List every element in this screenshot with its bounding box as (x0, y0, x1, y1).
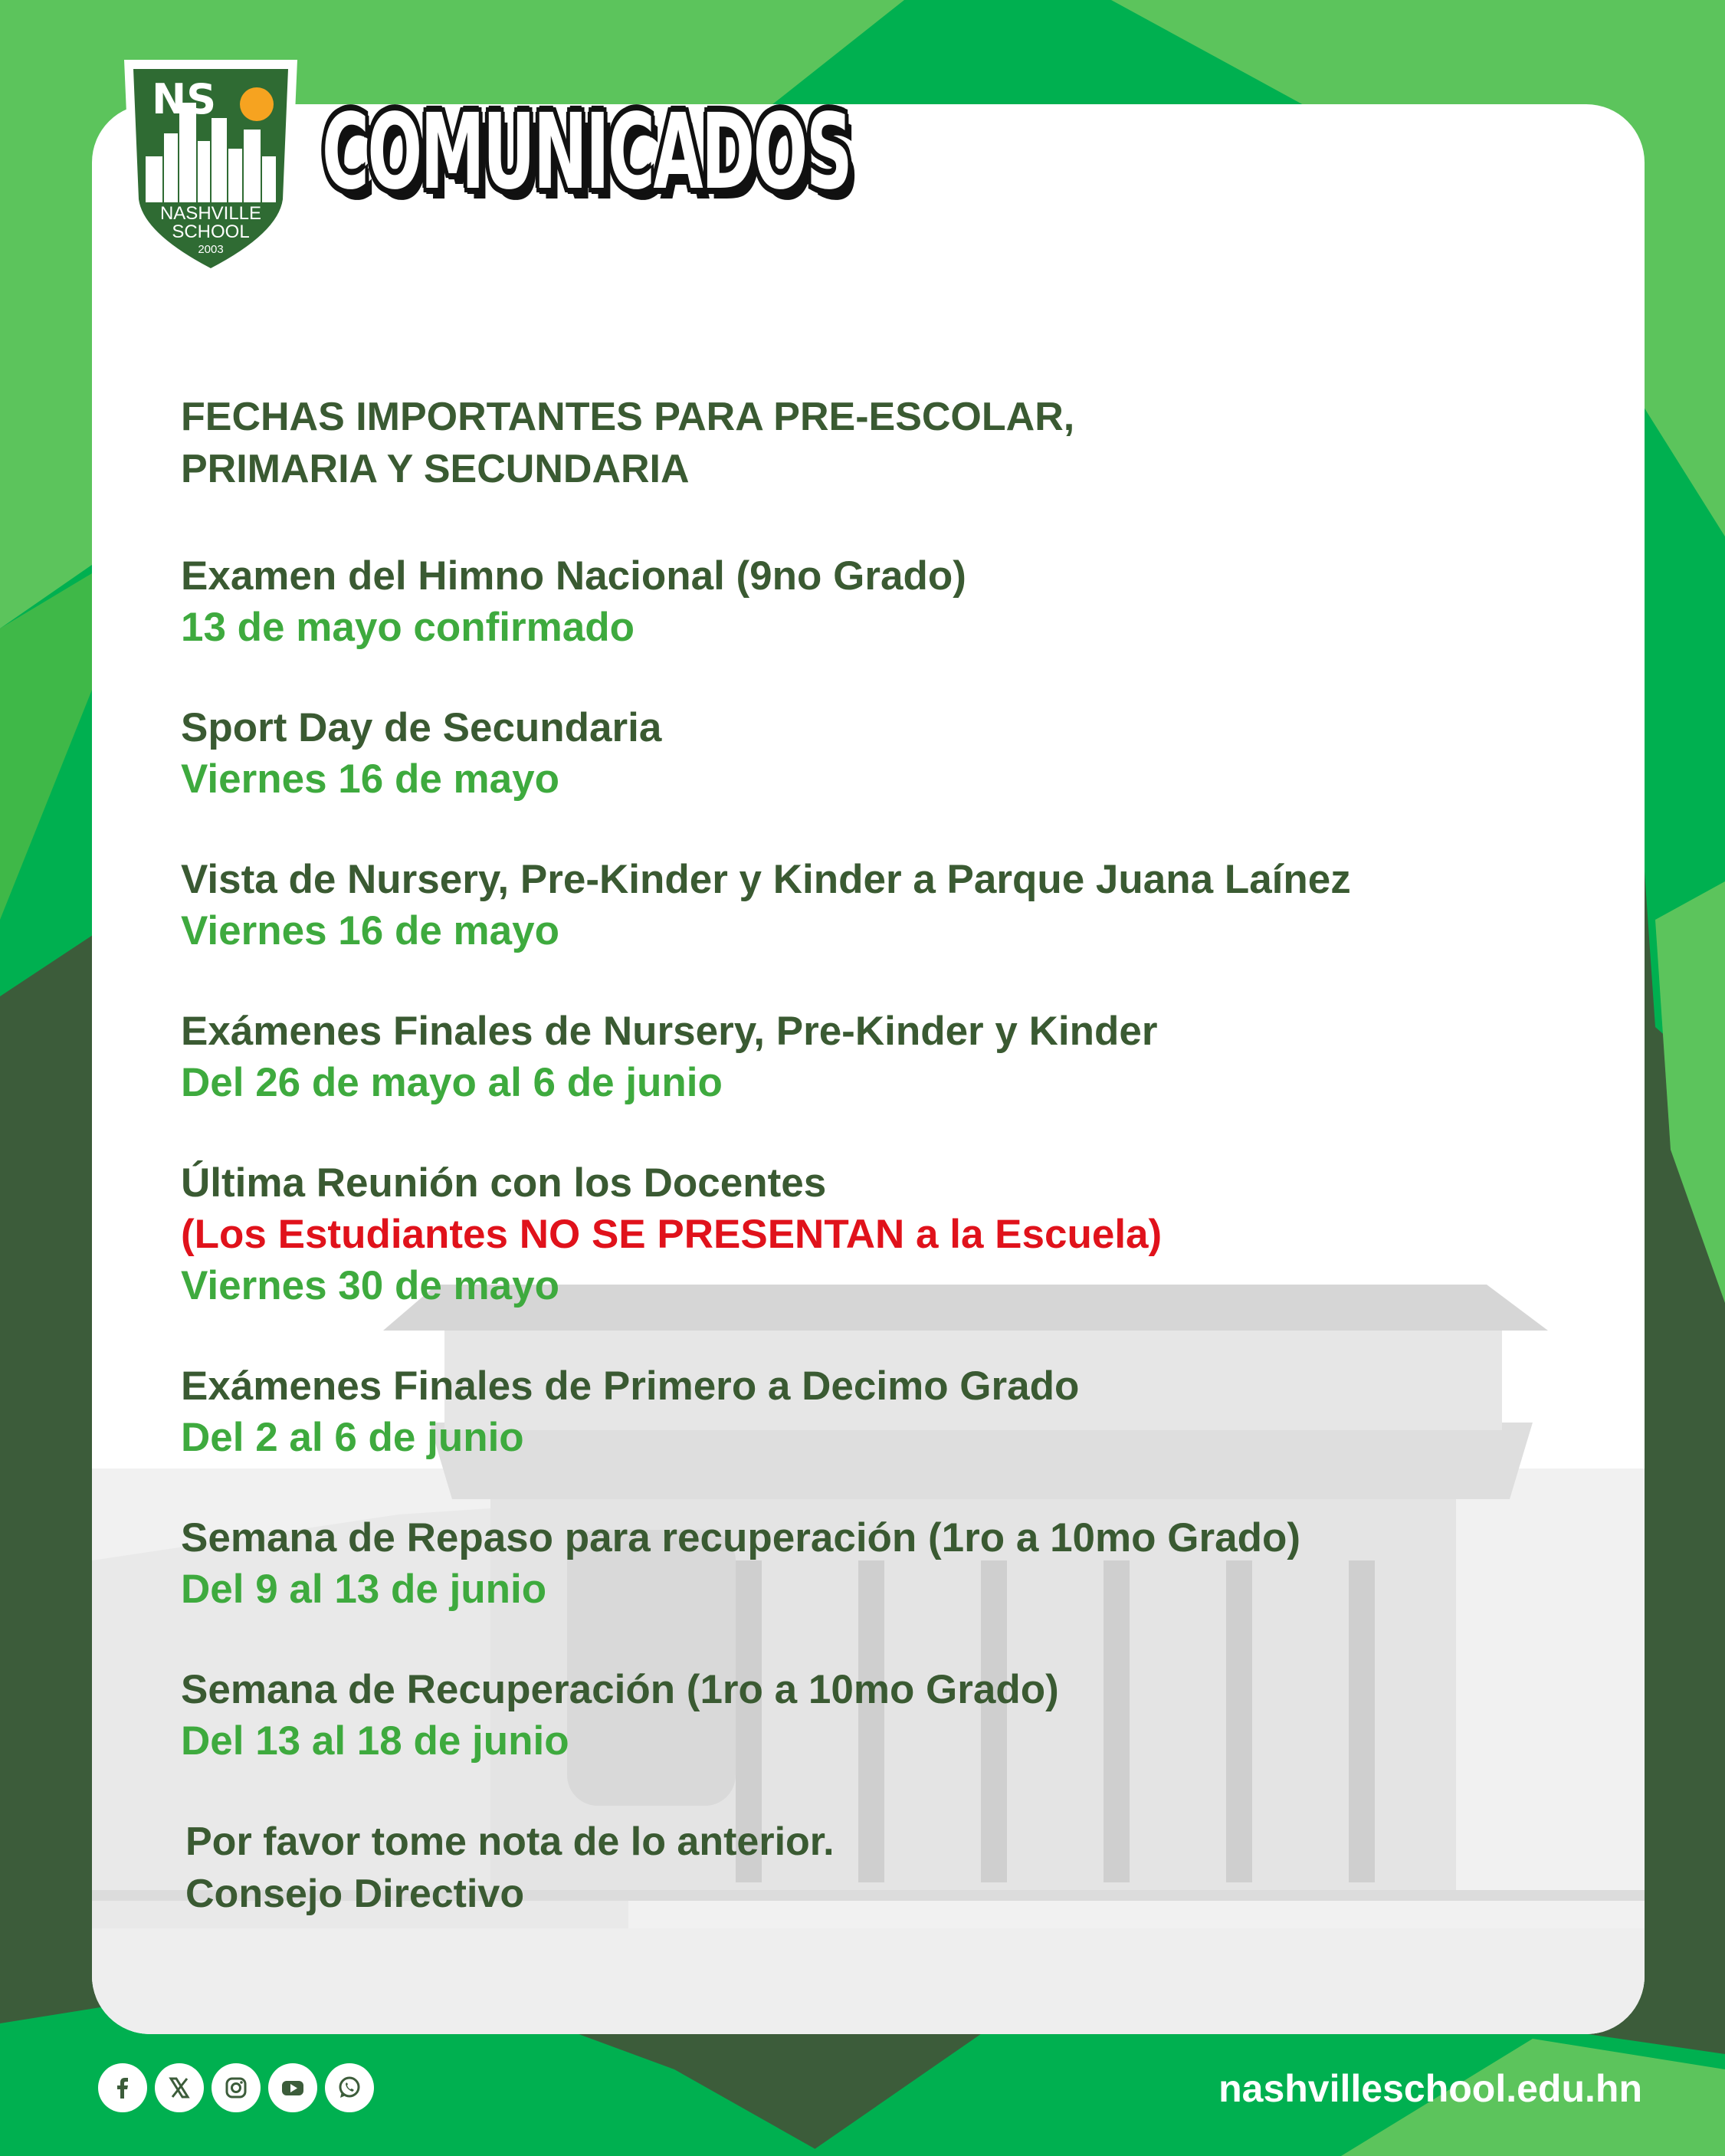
whatsapp-icon[interactable] (325, 2063, 374, 2112)
logo-monogram: NS (152, 75, 217, 123)
event-date: Viernes 16 de mayo (181, 756, 559, 802)
youtube-icon[interactable] (268, 2063, 317, 2112)
announcement-content (181, 391, 1560, 1920)
event-item (181, 702, 1560, 805)
event-title: Última Reunión con los Docentes (181, 1160, 827, 1206)
event-title: Sport Day de Secundaria (181, 705, 662, 750)
event-date: Viernes 16 de mayo (181, 908, 559, 953)
event-item (181, 1157, 1560, 1311)
event-item (181, 854, 1560, 957)
page-title: COMUNICADOS (322, 92, 851, 213)
event-warning: (Los Estudiantes NO SE PRESENTAN a la Escuela) (181, 1212, 1163, 1257)
logo-text-line-2: SCHOOL (172, 222, 250, 242)
event-date: 13 de mayo confirmado (181, 605, 635, 650)
closing-line-1: Por favor tome nota de lo anterior. (185, 1820, 835, 1864)
section-heading-line-1: FECHAS IMPORTANTES PARA PRE-ESCOLAR, (181, 395, 1075, 439)
event-date: Del 26 de mayo al 6 de junio (181, 1060, 723, 1105)
event-date: Del 2 al 6 de junio (181, 1415, 524, 1460)
instagram-icon[interactable] (212, 2063, 261, 2112)
event-title: Vista de Nursery, Pre-Kinder y Kinder a Parque Juana Laínez (181, 857, 1351, 902)
event-date: Del 9 al 13 de junio (181, 1567, 547, 1612)
section-heading-line-2: PRIMARIA Y SECUNDARIA (181, 447, 690, 491)
website-link[interactable]: nashvilleschool.edu.hn (1218, 2067, 1642, 2110)
event-date: Del 13 al 18 de junio (181, 1718, 569, 1764)
social-links (98, 2063, 374, 2114)
section-heading (181, 391, 1560, 495)
facebook-icon[interactable] (98, 2063, 147, 2112)
closing-note (185, 1816, 1560, 1920)
nashville-school-logo (115, 49, 307, 284)
event-title: Exámenes Finales de Nursery, Pre-Kinder y Kinder (181, 1009, 1158, 1054)
event-item (181, 550, 1560, 653)
x-icon[interactable] (155, 2063, 204, 2112)
event-title: Exámenes Finales de Primero a Decimo Grado (181, 1363, 1080, 1409)
logo-text-line-3: 2003 (198, 243, 224, 256)
event-title: Examen del Himno Nacional (9no Grado) (181, 553, 966, 599)
logo-text-line-1: NASHVILLE (159, 203, 262, 224)
event-item (181, 1360, 1560, 1463)
event-title: Semana de Recuperación (1ro a 10mo Grado) (181, 1667, 1059, 1712)
event-item (181, 1006, 1560, 1108)
event-date: Viernes 30 de mayo (181, 1263, 559, 1308)
event-item (181, 1664, 1560, 1767)
closing-signature: Consejo Directivo (185, 1872, 525, 1916)
event-title: Semana de Repaso para recuperación (1ro a 10mo Grado) (181, 1515, 1300, 1560)
event-item (181, 1512, 1560, 1615)
